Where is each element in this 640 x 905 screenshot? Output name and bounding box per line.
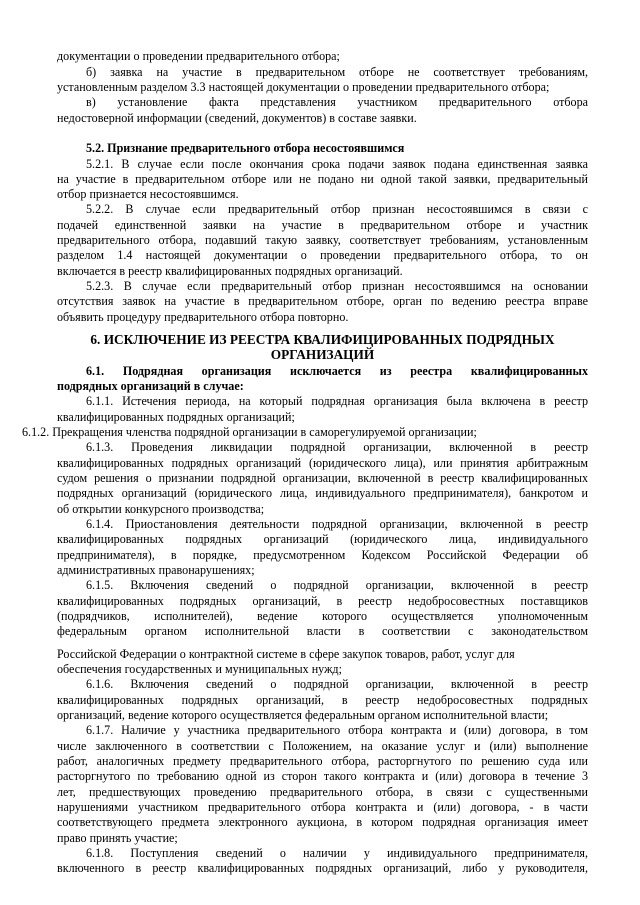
paragraph-6-1-3: об открытии конкурсного производства; bbox=[57, 502, 265, 516]
paragraph-6-1-4: квалифицированных подрядных организаций (юридического лица, индивидуального bbox=[57, 532, 588, 546]
paragraph-5-2-3: 5.2.3. В случае если предварительный отбор признан несостоявшимся на основании bbox=[86, 279, 588, 293]
section-6-title: ОРГАНИЗАЦИЙ bbox=[270, 347, 375, 362]
intro-item-b-cont: установленным разделом 3.3 настоящей документации о проведении предварительного отбора; bbox=[57, 80, 550, 94]
paragraph-6-1-5: обеспечения государственных и муниципальных нужд; bbox=[57, 662, 342, 676]
paragraph-6-1-1: квалифицированных подрядных организаций; bbox=[57, 410, 295, 424]
paragraph-6-1-7: нарушениями участником предварительного отбора контракта и (или) договора, - в части bbox=[57, 800, 588, 814]
paragraph-6-1-4: 6.1.4. Приостановления деятельности подрядной организации, включенной в реестр bbox=[86, 517, 588, 531]
paragraph-6-1-8: включенного в реестр квалифицированных подрядных организаций, либо у руководителя, bbox=[57, 861, 588, 875]
paragraph-6-1: 6.1. Подрядная организация исключается из реестра квалифицированных bbox=[86, 364, 588, 378]
paragraph-6-1-6: организаций, ведение которого осуществляется федеральным органом исполнительной власти; bbox=[57, 708, 549, 722]
paragraph-6-1: подрядных организаций в случае: bbox=[57, 379, 244, 393]
paragraph-6-1-7: право принять участие; bbox=[57, 831, 178, 845]
paragraph-5-2-2: подачей единственной заявки на участие в предварительном отборе и участник bbox=[57, 218, 588, 232]
paragraph-5-2-3: объявить процедуру предварительного отбора повторно. bbox=[57, 310, 349, 324]
paragraph-6-1-5: (подрядчиков, исполнителей), ведение которого осуществляется уполномоченным bbox=[57, 609, 588, 623]
paragraph-5-2-2: включается в реестр квалифицированных подрядных организаций. bbox=[57, 264, 403, 278]
intro-item-v-cont: недостоверной информации (сведений, документов) в составе заявки. bbox=[57, 111, 417, 125]
paragraph-6-1-4: административных правонарушениях; bbox=[57, 563, 255, 577]
paragraph-6-1-8: 6.1.8. Поступления сведений о наличии у индивидуального предпринимателя, bbox=[86, 846, 588, 860]
paragraph-6-1-5: Российской Федерации о контрактной системе в сфере закупок товаров, работ, услуг для bbox=[57, 647, 515, 661]
paragraph-6-1-7: лет, предшествующих проведению предварительного отбора, в связи с существенными bbox=[57, 785, 588, 799]
paragraph-6-1-7: 6.1.7. Наличие у участника предварительного отбора контракта и (или) договора, в том bbox=[86, 723, 588, 737]
paragraph-6-1-1: 6.1.1. Истечения периода, на который подрядная организация была включена в реестр bbox=[86, 394, 588, 408]
paragraph-6-1-6: квалифицированных подрядных организаций, в реестр недобросовестных подрядных bbox=[57, 693, 588, 707]
paragraph-6-1-7: числе заключенного в соответствии с Положением, на оказание услуг и (или) выполнение bbox=[57, 739, 588, 753]
paragraph-6-1-3: 6.1.3. Проведения ликвидации подрядной организации, включенной в реестр bbox=[86, 440, 588, 454]
paragraph-6-1-2: 6.1.2. Прекращения членства подрядной организации в саморегулируемой организации; bbox=[22, 425, 477, 439]
paragraph-6-1-3: судом решения о признании подрядной организации, включенной в реестр квалифицированных bbox=[57, 471, 588, 485]
paragraph-6-1-4: предпринимателя), в порядке, предусмотренном Кодексом Российской Федерации об bbox=[57, 548, 588, 562]
paragraph-5-2-1: отбор признается несостоявшимся. bbox=[57, 187, 239, 201]
paragraph-6-1-3: подрядных организаций (юридического лица, индивидуального предпринимателя), банкротом и bbox=[57, 486, 588, 500]
section-5-2-title: 5.2. Признание предварительного отбора несостоявшимся bbox=[86, 141, 405, 155]
paragraph-6-1-3: квалифицированных подрядных организаций (юридического лица), или принятия арбитражным bbox=[57, 456, 588, 470]
paragraph-5-2-3: отсутствия заявок на участие в предварительном отборе, орган по ведению реестра вправе bbox=[57, 294, 588, 308]
paragraph-6-1-5: федеральным органом исполнительной власти в соответствии с законодательством bbox=[57, 624, 588, 638]
paragraph-6-1-7: работ, аналогичных предмету предварительного отбора, расторгнутого по решению суда или bbox=[57, 754, 588, 768]
paragraph-6-1-5: квалифицированных подрядных организаций, в реестр недобросовестных поставщиков bbox=[57, 594, 588, 608]
intro-item-b: б) заявка на участие в предварительном отборе не соответствует требованиям, bbox=[86, 65, 588, 79]
paragraph-6-1-7: расторгнутого по требованию одной из сторон такого контракта и (или) договора в течение 3 bbox=[57, 769, 588, 783]
intro-line: документации о проведении предварительного отбора; bbox=[57, 49, 340, 63]
paragraph-5-2-1: 5.2.1. В случае если после окончания срока подачи заявок подана единственная заявка bbox=[86, 157, 588, 171]
section-6-title: 6. ИСКЛЮЧЕНИЕ ИЗ РЕЕСТРА КВАЛИФИЦИРОВАННЫХ ПОДРЯДНЫХ bbox=[90, 332, 555, 347]
paragraph-5-2-1: на участие в предварительном отборе или не подано ни одной такой заявки, предварительный bbox=[57, 172, 588, 186]
paragraph-5-2-2: предварительного отбора, подавший такую заявку, соответствует требованиям, установленным bbox=[57, 233, 588, 247]
paragraph-5-2-2: разделом 1.4 настоящей документации о проведении предварительного отбора, то он bbox=[57, 248, 588, 262]
paragraph-6-1-5: 6.1.5. Включения сведений о подрядной организации, включенной в реестр bbox=[86, 578, 588, 592]
intro-item-v: в) установление факта представления участником предварительного отбора bbox=[86, 95, 588, 109]
paragraph-6-1-7: соответствующего предмета электронного аукциона, в котором подрядная организация имеет bbox=[57, 815, 588, 829]
paragraph-5-2-2: 5.2.2. В случае если предварительный отбор признан несостоявшимся в связи с bbox=[86, 202, 588, 216]
paragraph-6-1-6: 6.1.6. Включения сведений о подрядной организации, включенной в реестр bbox=[86, 677, 588, 691]
